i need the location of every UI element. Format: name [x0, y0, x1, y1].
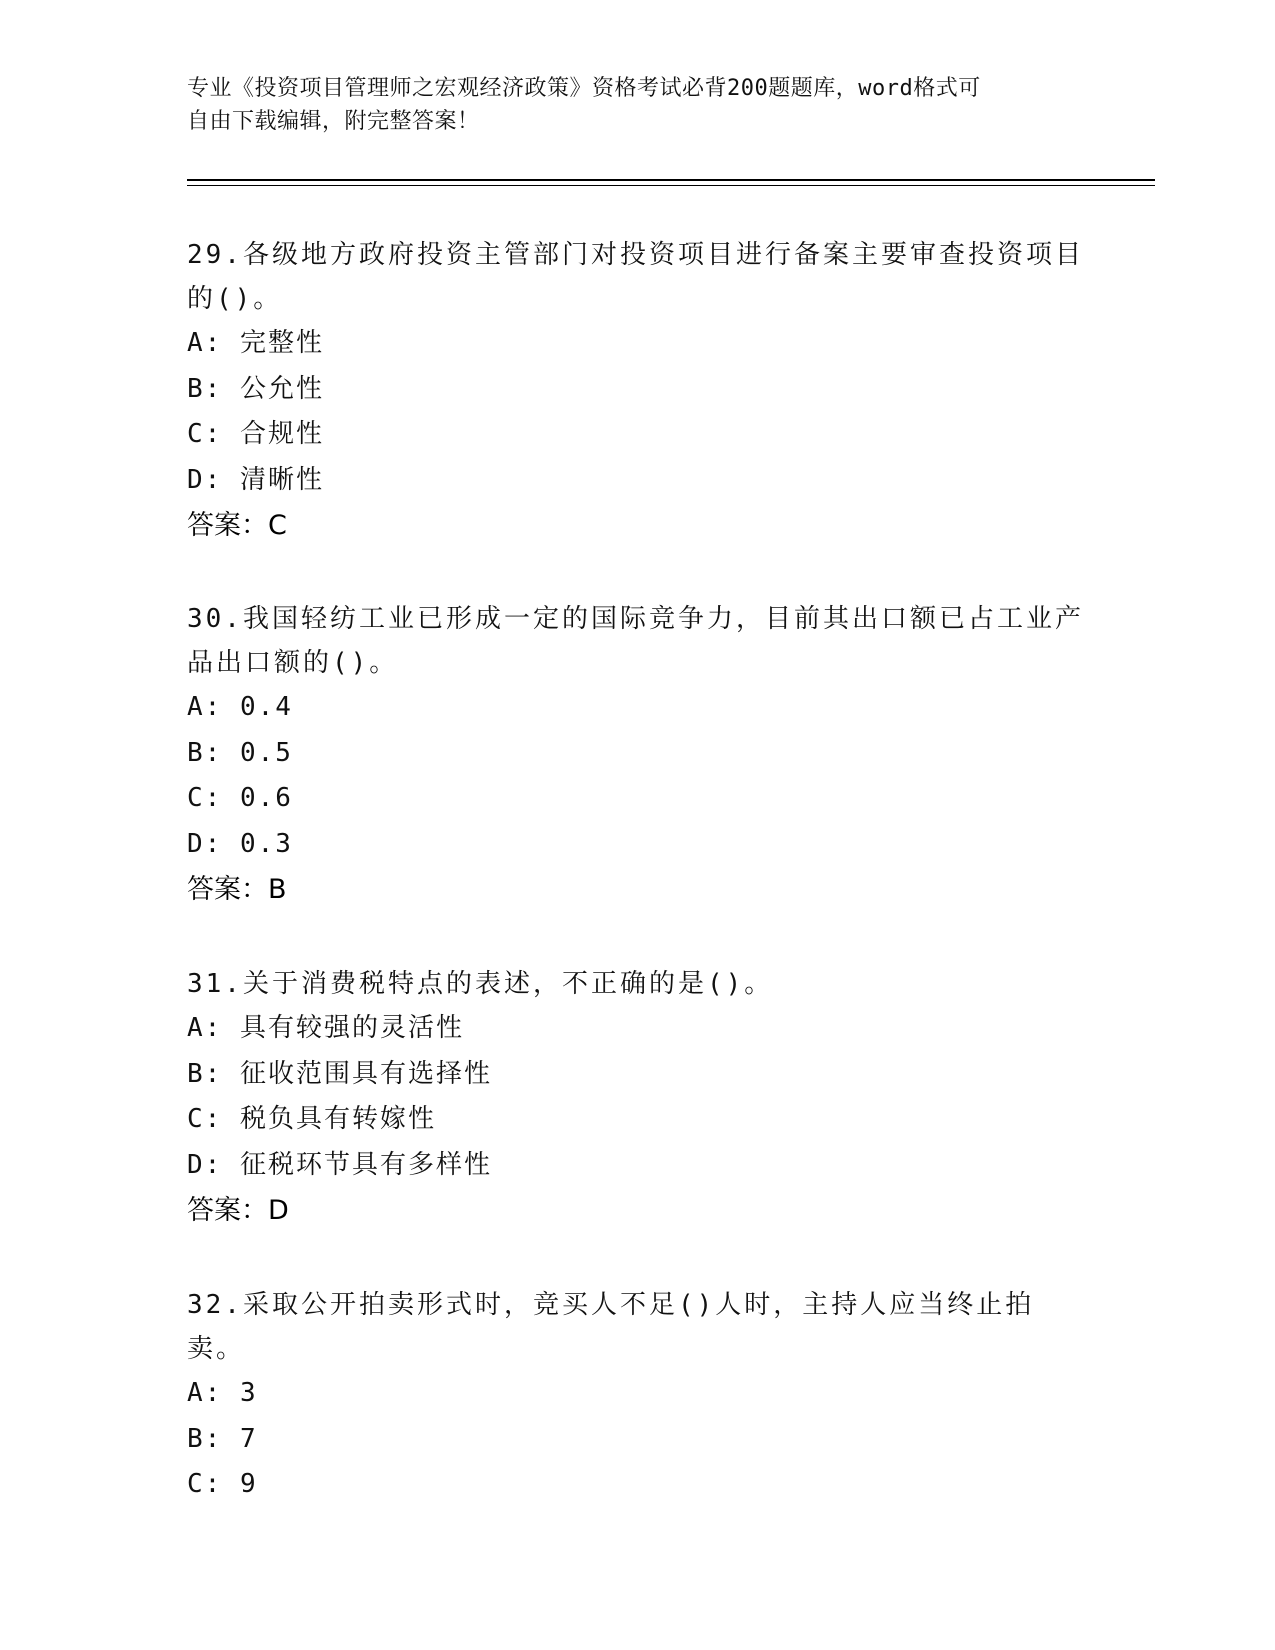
option-text: 3 [239, 1378, 258, 1408]
option-text: 0.6 [239, 783, 293, 813]
option-b [187, 731, 1087, 777]
question-30 [187, 597, 1087, 913]
option-label: C: [187, 783, 223, 813]
option-c [187, 1097, 1087, 1143]
option-text: 具有较强的灵活性 [239, 1013, 464, 1043]
question-stem-line-2: 的()。 [187, 284, 283, 314]
option-text: 公允性 [239, 373, 324, 404]
option-label: D: [187, 464, 223, 495]
option-label: B: [187, 373, 223, 404]
option-text: 0.4 [239, 692, 293, 722]
option-text: 9 [239, 1469, 258, 1499]
option-label: A: [187, 1378, 223, 1408]
question-stem-line-1: 30.我国轻纺工业已形成一定的国际竞争力，目前其出口额已占工业产 [187, 604, 1084, 634]
option-label: D: [187, 1149, 223, 1180]
option-a [187, 1371, 1087, 1417]
question-32 [187, 1283, 1087, 1508]
option-label: C: [187, 1469, 223, 1499]
option-text: 合规性 [239, 419, 324, 449]
header-divider-thick [187, 179, 1155, 181]
option-text: 清晰性 [239, 464, 324, 495]
option-label: B: [187, 1423, 223, 1454]
option-b [187, 1052, 1087, 1098]
option-text: 0.5 [239, 737, 293, 768]
header-line-2: 自由下载编辑，附完整答案！ [187, 109, 480, 134]
answer-line: 答案：C [187, 510, 287, 541]
option-text: 征税环节具有多样性 [239, 1149, 492, 1180]
option-text: 0.3 [239, 828, 293, 859]
question-stem-line-1: 31.关于消费税特点的表述，不正确的是()。 [187, 969, 774, 999]
option-label: C: [187, 419, 223, 449]
answer-line: 答案：B [187, 874, 287, 905]
question-stem-line-1: 29.各级地方政府投资主管部门对投资项目进行备案主要审查投资项目 [187, 240, 1084, 270]
option-text: 7 [239, 1423, 258, 1454]
question-stem-line-1: 32.采取公开拍卖形式时，竞买人不足()人时，主持人应当终止拍卖。 [187, 1290, 1035, 1364]
option-c [187, 412, 1087, 458]
option-b [187, 367, 1087, 413]
answer-line: 答案：D [187, 1195, 289, 1226]
header-line-1: 专业《投资项目管理师之宏观经济政策》资格考试必背200题题库，word格式可 [187, 76, 981, 101]
option-c [187, 776, 1087, 822]
option-d [187, 458, 1087, 504]
option-label: D: [187, 828, 223, 859]
option-d [187, 1143, 1087, 1189]
option-c [187, 1462, 1087, 1508]
option-label: A: [187, 1013, 223, 1043]
option-a [187, 1006, 1087, 1052]
option-label: A: [187, 692, 223, 722]
option-label: B: [187, 1058, 223, 1089]
option-text: 征收范围具有选择性 [239, 1058, 492, 1089]
option-text: 税负具有转嫁性 [239, 1104, 436, 1134]
question-stem-line-2: 品出口额的()。 [187, 648, 399, 678]
option-label: B: [187, 737, 223, 768]
option-label: A: [187, 328, 223, 358]
document-header [187, 72, 1067, 138]
option-b [187, 1417, 1087, 1463]
option-text: 完整性 [239, 328, 324, 358]
option-a [187, 321, 1087, 367]
question-29 [187, 233, 1087, 549]
option-a [187, 685, 1087, 731]
option-label: C: [187, 1104, 223, 1134]
option-d [187, 822, 1087, 868]
header-divider-thin [187, 185, 1155, 186]
question-31 [187, 962, 1087, 1234]
